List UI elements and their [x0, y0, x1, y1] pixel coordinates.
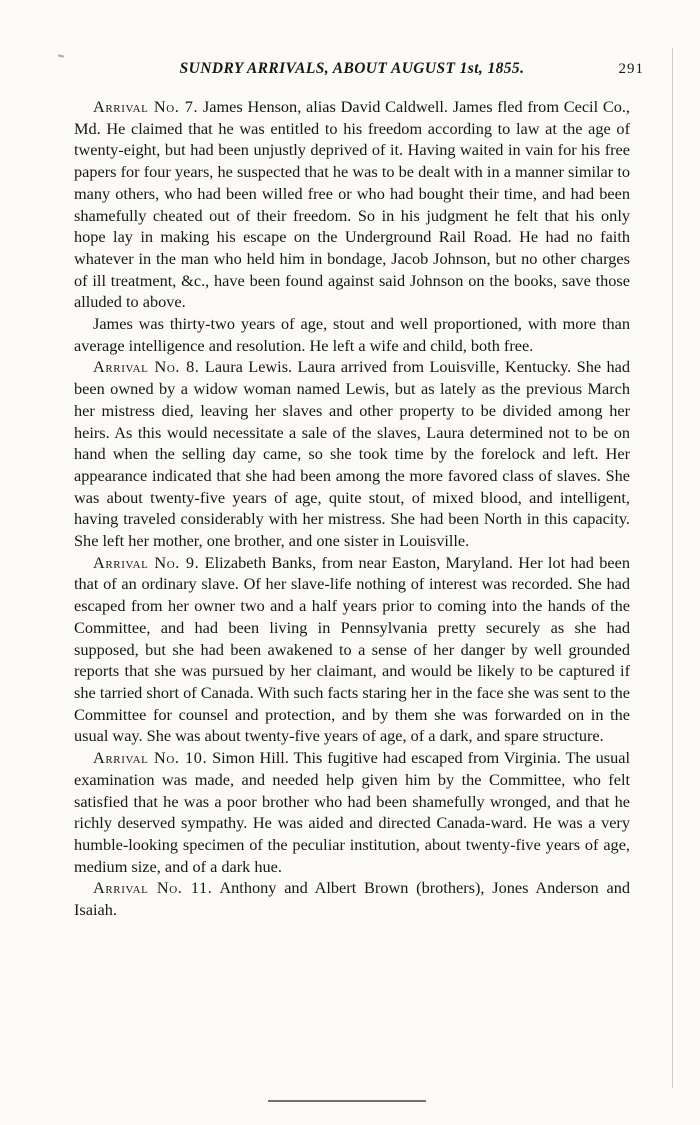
page-number: 291	[618, 61, 644, 77]
paragraph	[74, 313, 630, 356]
paragraph-text: James was thirty-two years of age, stout and well proportioned, with more than average intelligence and resolution. He left a wife and child, both free.	[74, 314, 630, 355]
arrival-label: Arrival No. 7.	[93, 97, 199, 116]
arrival-label: Arrival No. 11.	[93, 878, 213, 898]
paragraph	[74, 356, 630, 551]
arrival-label: Arrival No. 9.	[93, 552, 200, 572]
paragraph-text: Elizabeth Banks, from near Easton, Maryland. Her lot had been that of an ordinary slave. Of her slave-life nothing of interest was recorded. She had escaped from her owner two and a half years prior to coming into the hands of the Committee, and had been living in Pennsylvania pretty securely as she had supposed, but she had been awakened to a sense of her danger by well grounded reports that she was pursued by her claimant, and would be likely to be captured if she tarried short of Canada. With such facts staring her in the face she was sent to the Committee for counsel and protection, and by them she was forwarded on in the usual way. She was about twenty-five years of age, of a dark, and spare structure.	[74, 552, 630, 746]
paragraph	[74, 877, 630, 920]
arrival-label: Arrival No. 8.	[93, 357, 200, 377]
paragraph	[74, 96, 630, 313]
page-header	[74, 60, 644, 82]
scan-speck	[58, 54, 64, 57]
text-block	[74, 96, 630, 921]
paragraph	[74, 552, 630, 747]
scan-bottom-rule	[268, 1100, 426, 1102]
scan-edge-line	[672, 48, 673, 1088]
paragraph-text: Anthony and Albert Brown (brothers), Jones Anderson and Isaiah.	[74, 878, 631, 920]
running-title: SUNDRY ARRIVALS, ABOUT AUGUST 1st, 1855.	[179, 60, 525, 77]
paragraph-text: Laura Lewis. Laura arrived from Louisville, Kentucky. She had been owned by a widow woman named Lewis, but as lately as the previous March her mistress died, leaving her slaves and other property to be divided among her heirs. As this would necessitate a sale of the slaves, Laura determined not to be on hand when the selling day came, so she took time by the forelock and left. Her appearance indicated that she had been among the more favored class of slaves. She was about twenty-five years of age, quite stout, of mixed blood, and intelligent, having traveled considerably with her mistress. She had been North in this capacity. She left her mother, one brother, and one sister in Louisville.	[74, 357, 630, 551]
arrival-label: Arrival No. 10.	[93, 748, 208, 768]
paragraph	[74, 747, 630, 877]
paragraph-text: James Henson, alias David Caldwell. James fled from Cecil Co., Md. He claimed that he was entitled to his freedom according to law at the age of twenty-eight, but had been unjustly deprived of it. Having waited in vain for his free papers for four years, he suspected that he was to be dealt with in a manner similar to many others, who had been willed free or who had bought their time, and had been shamefully cheated out of their freedom. So in his judgment he felt that his only hope lay in making his escape on the Underground Rail Road. He had no faith whatever in the man who held him in bondage, Jacob Johnson, but no other charges of ill treatment, &c., have been found against said Johnson on the books, save those alluded to above.	[74, 97, 630, 312]
paragraph-text: Simon Hill. This fugitive had escaped from Virginia. The usual examination was made, and needed help given him by the Committee, who felt satisfied that he was a poor brother who had been shamefully wronged, and that he richly deserved sympathy. He was aided and directed Canada-ward. He was a very humble-looking specimen of the peculiar institution, about twenty-five years of age, medium size, and of a dark hue.	[74, 748, 630, 876]
